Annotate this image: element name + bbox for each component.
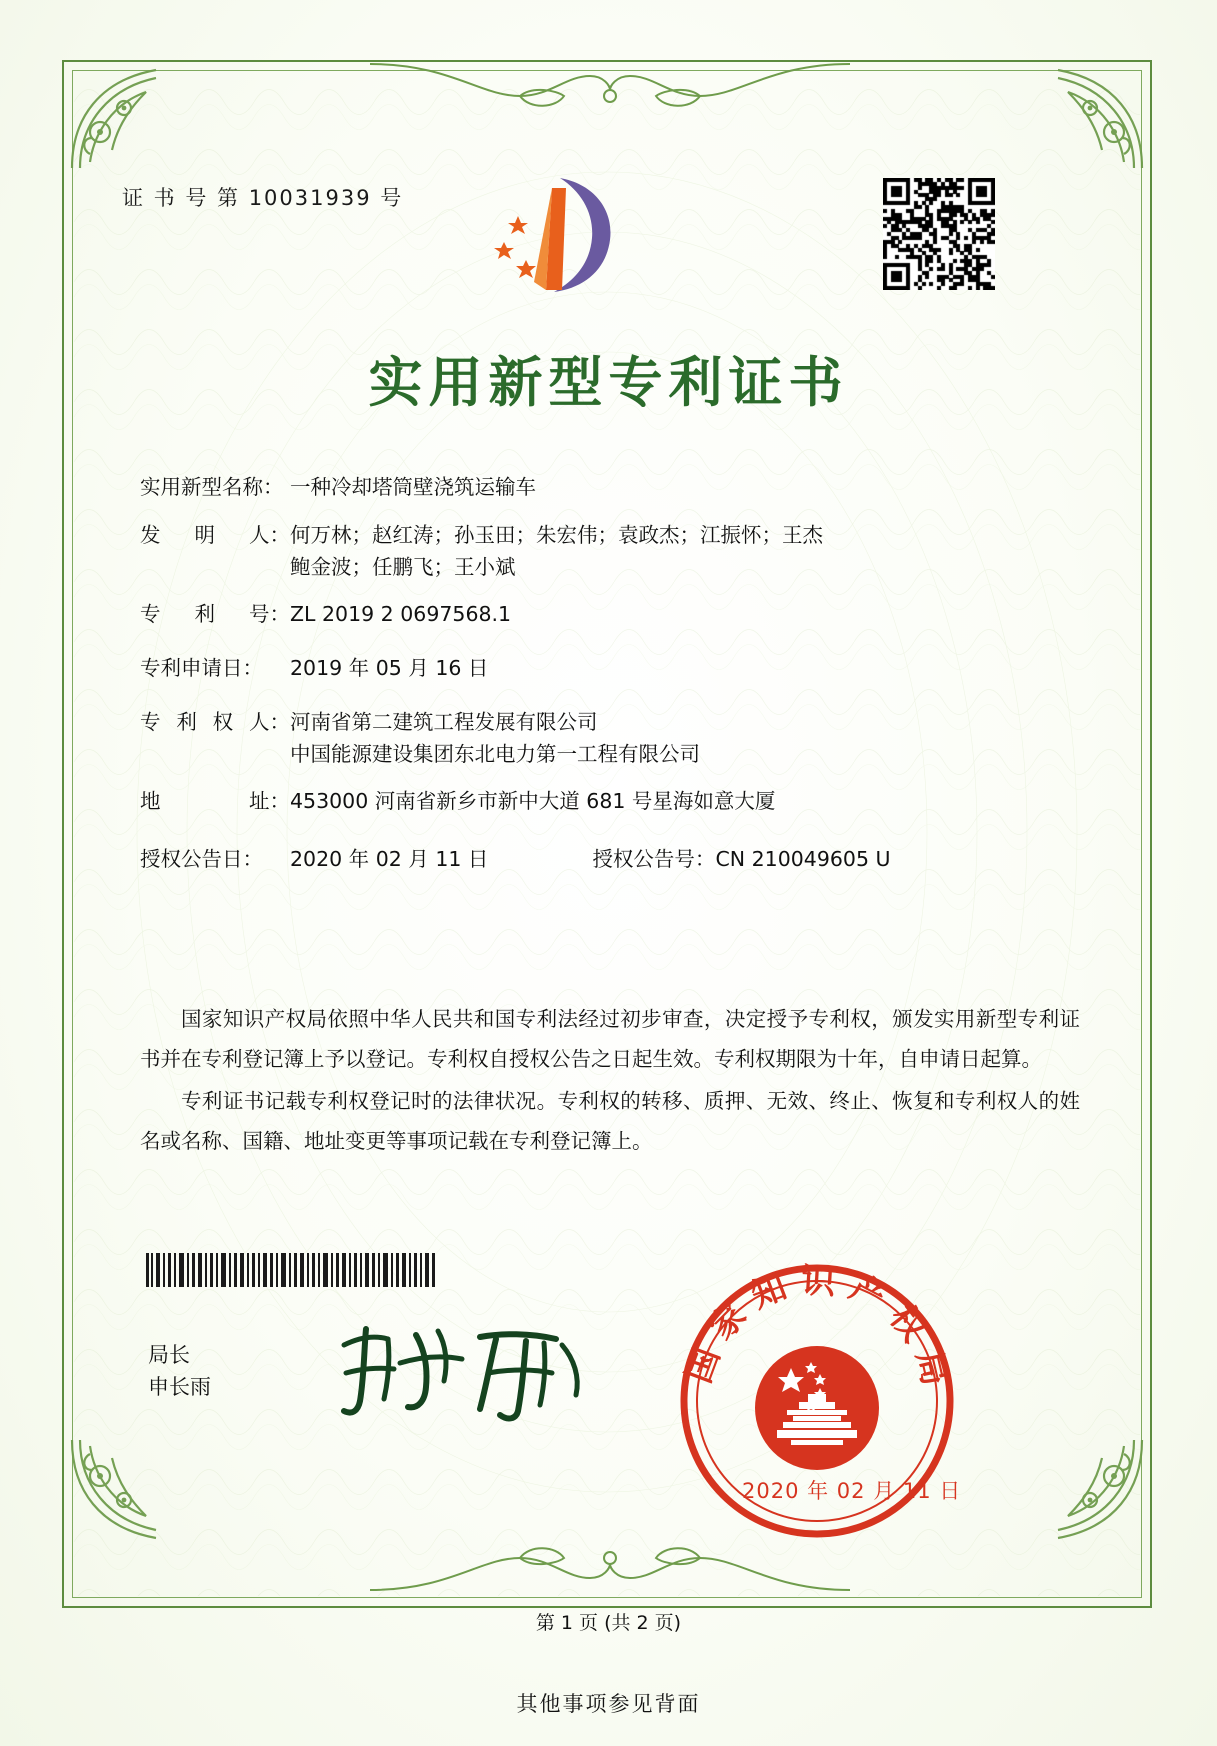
barcode-icon — [146, 1253, 436, 1287]
paragraph-2: 专利证书记载专利权登记时的法律状况。专利权的转移、质押、无效、终止、恢复和专利权人的姓名或名称、国籍、地址变更等事项记载在专利登记簿上。 — [140, 1088, 1080, 1153]
label-char: 明 — [194, 522, 215, 547]
field-label: 专利申请日： — [140, 656, 263, 681]
field-label — [140, 707, 290, 739]
field-label — [140, 520, 290, 552]
director-title-label: 局长 — [148, 1343, 190, 1367]
field-value — [290, 520, 1080, 584]
field-label: 授权公告日： — [140, 847, 263, 872]
label-char: 发 — [140, 522, 161, 547]
inventors-line-1: 何万林；赵红涛；孙玉田；朱宏伟；袁政杰；江振怀；王杰 — [290, 522, 823, 547]
corner-ornament-icon — [1034, 1430, 1154, 1550]
field-label — [140, 599, 290, 631]
top-flourish-ornament-icon — [370, 56, 850, 116]
legal-text-block — [140, 1000, 1080, 1164]
field-inventors — [140, 520, 1080, 584]
field-label: 实用新型名称： — [140, 475, 284, 499]
field-value: 453000 河南省新乡市新中大道 681 号星海如意大厦 — [290, 789, 776, 814]
field-utility-model-name — [140, 472, 1080, 504]
label-char: 号： — [249, 602, 290, 627]
seal-date: 2020 年 02 月 11 日 — [742, 1479, 962, 1503]
certificate-fields — [140, 472, 1080, 892]
label-char: 利 — [194, 602, 215, 627]
field-value: 一种冷却塔筒壁浇筑运输车 — [290, 475, 536, 499]
patentee-line-2: 中国能源建设集团东北电力第一工程有限公司 — [290, 741, 700, 766]
handwritten-signature — [330, 1315, 590, 1425]
page-indicator: 第 1 页 (共 2 页) — [535, 1612, 682, 1634]
label-char: 人： — [248, 709, 290, 734]
page-title: 实用新型专利证书 — [368, 351, 849, 414]
label-char: 地 — [140, 789, 161, 814]
field-address — [140, 786, 1080, 818]
cnipa-logo-icon — [490, 170, 640, 300]
field-patent-number — [140, 599, 1080, 631]
inventors-line-2: 鲍金波；任鹏飞；王小斌 — [290, 554, 516, 579]
field-grant-number — [592, 844, 890, 876]
field-value: 2019 年 05 月 16 日 — [290, 656, 489, 681]
field-value: ZL 2019 2 0697568.1 — [290, 602, 512, 627]
field-value: 2020 年 02 月 11 日 — [290, 847, 489, 872]
corner-ornament-icon — [1034, 58, 1154, 178]
label-char: 利 — [176, 709, 197, 734]
field-label — [140, 786, 290, 818]
label-char: 人： — [249, 522, 290, 547]
signature-labels — [148, 1340, 211, 1403]
corner-ornament-icon — [60, 58, 180, 178]
director-name-label: 申长雨 — [148, 1374, 211, 1399]
label-char: 专 — [140, 602, 161, 627]
qr-code-icon — [883, 178, 995, 290]
back-side-note: 其他事项参见背面 — [516, 1692, 701, 1716]
label-char: 专 — [140, 709, 161, 734]
corner-ornament-icon — [60, 1430, 180, 1550]
field-value — [290, 707, 1080, 771]
field-grant-info — [140, 844, 1080, 876]
label-char: 址： — [249, 789, 290, 814]
paragraph-1: 国家知识产权局依照中华人民共和国专利法经过初步审查，决定授予专利权，颁发实用新型专利证书并在专利登记簿上予以登记。专利权自授权公告之日起生效。专利权期限为十年，自申请日起算。 — [140, 1007, 1080, 1071]
field-label: 授权公告号： — [592, 847, 716, 872]
certificate-number: 证 书 号 第 10031939 号 — [122, 186, 404, 210]
svg-text:国家知识产权局: 国家知识产权局 — [678, 1260, 958, 1401]
field-application-date — [140, 653, 1080, 685]
field-value: CN 210049605 U — [715, 847, 891, 872]
label-char: 权 — [212, 709, 234, 734]
bottom-flourish-ornament-icon — [370, 1538, 850, 1598]
patentee-line-1: 河南省第二建筑工程发展有限公司 — [290, 709, 598, 734]
field-patentee — [140, 707, 1080, 771]
